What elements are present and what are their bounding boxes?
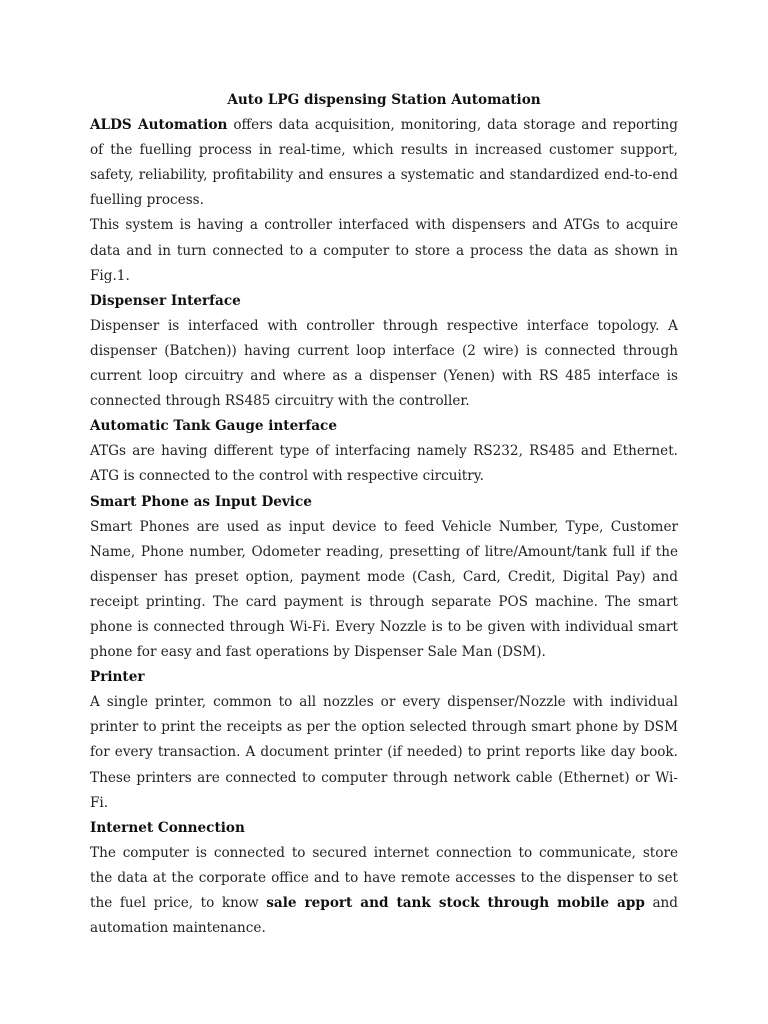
section-body-dispenser-interface: Dispenser is interfaced with controller through respective interface topology. A dispenser (Batchen)) having current loop interface (2 wire) is connected through current loop circuitry and where as a dispenser (Yenen) with RS 485 interface is connected through RS485 circuitry with the controller. [90, 317, 678, 410]
section-heading-printer: Printer [90, 669, 145, 686]
section-heading-smart-phone: Smart Phone as Input Device [90, 493, 312, 510]
document-title: Auto LPG dispensing Station Automation [227, 92, 541, 108]
intro-lead-bold: ALDS Automation [90, 117, 228, 134]
document-page [90, 88, 678, 941]
section-body-internet-connection [90, 841, 678, 941]
section-body-atg-interface: ATGs are having different type of interfacing namely RS232, RS485 and Ethernet. ATG is connected to the control with respective circuitry. [90, 443, 678, 485]
internet-bold-text: sale report and tank stock through mobile app [266, 895, 645, 911]
section-body-printer: A single printer, common to all nozzles or every dispenser/Nozzle with individual printer to print the receipts as per the option selected through smart phone by DSM for every transaction. A document printer (if needed) to print reports like day book. These printers are connected to computer through network cable (Ethernet) or Wi-Fi. [90, 694, 678, 811]
intro-paragraph [90, 113, 678, 213]
intro-text: offers data acquisition, monitoring, data storage and reporting of the fuelling process in real-time, which results in increased customer support, safety, reliability, profitability and ensures a systematic and standardized end-to-end fuelling process. [90, 117, 678, 209]
system-paragraph: This system is having a controller interfaced with dispensers and ATGs to acquire data and in turn connected to a computer to store a process the data as shown in Fig.1. [90, 217, 678, 284]
section-heading-atg-interface: Automatic Tank Gauge interface [90, 418, 337, 435]
internet-text-before: The computer is connected to secured internet connection to communicate, store the data at the corporate office and to have remote accesses to the dispenser to set the fuel price, to know [90, 844, 678, 911]
section-heading-dispenser-interface: Dispenser Interface [90, 292, 241, 309]
section-body-smart-phone: Smart Phones are used as input device to feed Vehicle Number, Type, Customer Name, Phone number, Odometer reading, presetting of litre/Amount/tank full if the dispenser has preset option, payment mode (Cash, Card, Credit, Digital Pay) and receipt printing. The card payment is through separate POS machine. The smart phone is connected through Wi-Fi. Every Nozzle is to be given with individual smart phone for easy and fast operations by Dispenser Sale Man (DSM). [90, 518, 678, 661]
section-heading-internet-connection: Internet Connection [90, 819, 245, 836]
internet-text-after: and automation maintenance. [90, 895, 678, 937]
